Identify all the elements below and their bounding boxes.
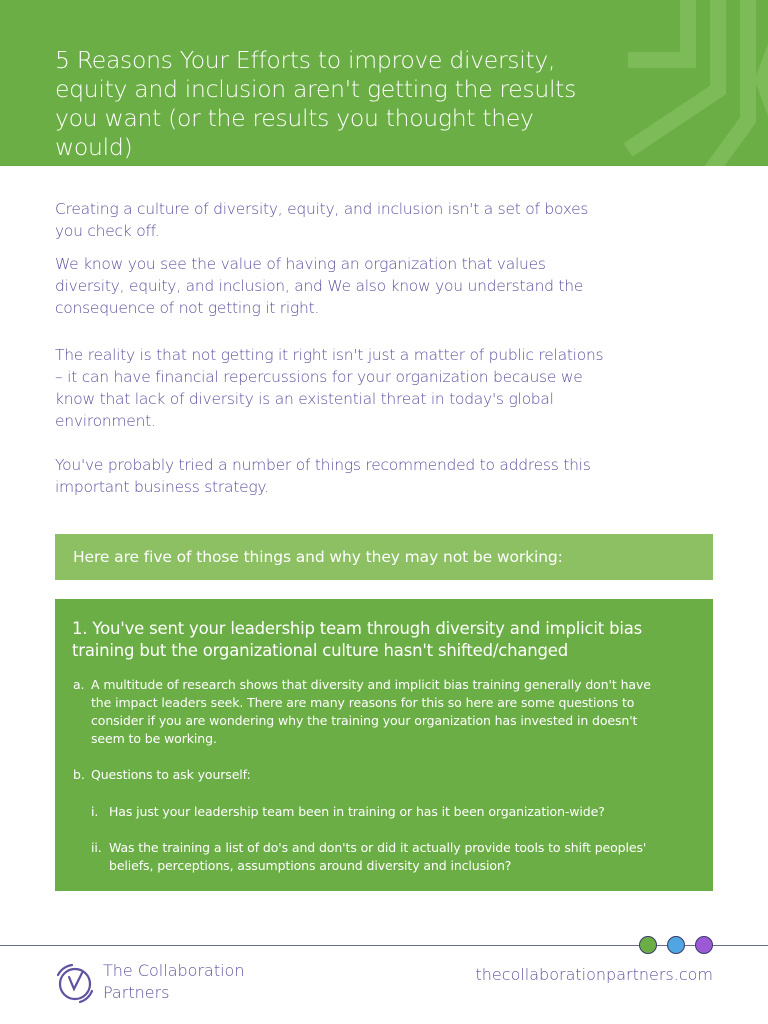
website-link[interactable]: thecollaborationpartners.com xyxy=(475,965,713,984)
item-i-text: Has just your leadership team been in training or has it been organization-wide? xyxy=(109,804,605,819)
brand-name: The Collaboration Partners xyxy=(103,961,245,1002)
reason-1-box xyxy=(55,599,713,891)
section-banner xyxy=(55,534,713,580)
banner-text: Here are five of those things and why they may not be working: xyxy=(73,548,563,566)
page-title: 5 Reasons Your Efforts to improve diversity, equity and inclusion aren't getting the results you want (or the results you thought they would) xyxy=(55,46,577,161)
reason-1-heading: 1. You've sent your leadership team through diversity and implicit bias training but the organizational culture hasn't shifted/changed xyxy=(72,619,643,660)
page-header xyxy=(0,0,768,166)
intro-paragraph-2: We know you see the value of having an organization that values diversity, equity, and inclusion, and We also know you understand the consequence of not getting it right. xyxy=(55,255,584,317)
item-ii-marker: ii. xyxy=(91,840,102,855)
item-b-marker: b. xyxy=(73,767,85,782)
footer-dot-blue xyxy=(667,936,685,954)
item-a-text: A multitude of research shows that diversity and implicit bias training generally don't have the impact leaders seek. There are many reasons for this so here are some questions to consider if you are wondering why the training your organization has invested in doesn't seem to be working. xyxy=(91,677,651,746)
reason-1-item-i xyxy=(91,803,691,821)
item-b-text: Questions to ask yourself: xyxy=(91,767,251,782)
reason-1-item-ii xyxy=(91,839,671,875)
item-a-marker: a. xyxy=(73,677,85,692)
item-ii-text: Was the training a list of do's and don'ts or did it actually provide tools to shift peoples' beliefs, perceptions, assumptions around diversity and inclusion? xyxy=(109,840,647,873)
reason-1-item-a xyxy=(73,676,673,748)
intro-paragraph-4: You've probably tried a number of things recommended to address this important business strategy. xyxy=(55,456,591,496)
reason-1-item-b xyxy=(73,766,673,784)
intro-paragraph-3: The reality is that not getting it right isn't just a matter of public relations – it can have financial repercussions for your organization because we know that lack of diversity is an existential threat in today's global environment. xyxy=(55,346,604,430)
footer-dot-purple xyxy=(695,936,713,954)
footer-dot-green xyxy=(639,936,657,954)
item-i-marker: i. xyxy=(91,804,99,819)
intro-paragraph-1: Creating a culture of diversity, equity, and inclusion isn't a set of boxes you check off. xyxy=(55,200,589,240)
collaboration-logo-icon xyxy=(52,961,96,1005)
